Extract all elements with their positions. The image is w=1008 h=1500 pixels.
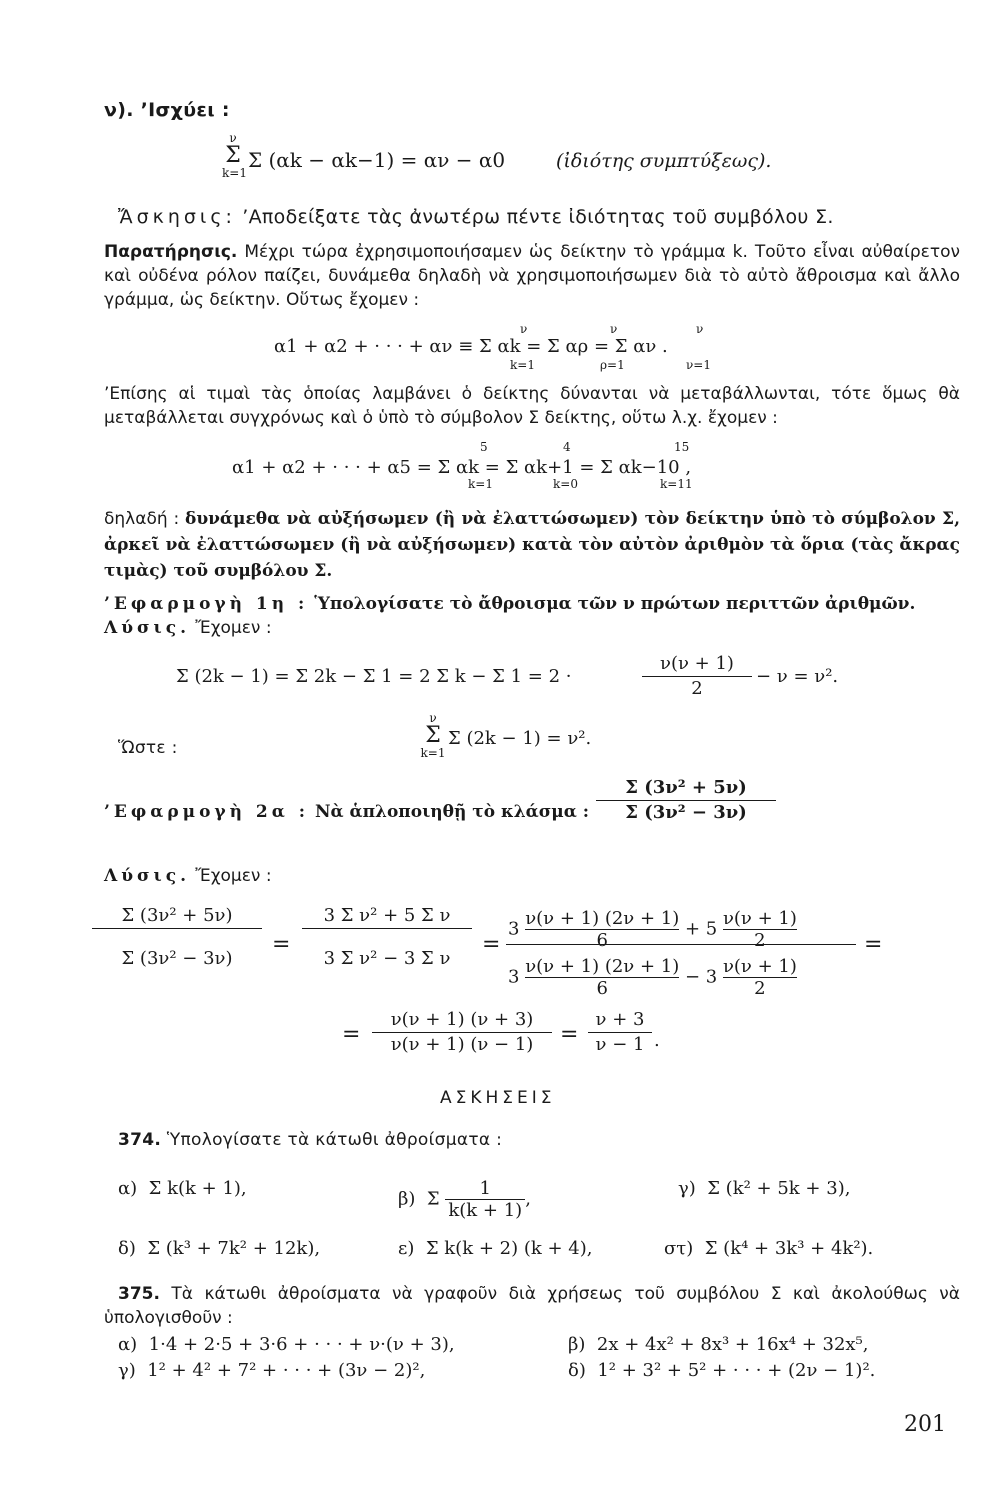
- remark-paragraph: Παρατήρησις. Μέχρι τώρα ἐχρησιμοποιήσαμεν ὡς δείκτην τὸ γράμμα k. Τοῦτο εἶναι αὐθαίρετον καὶ οὐδένα ρόλον παίζει, δυνάμεθα δηλαδὴ νὰ χρησιμοποιήσωμεν διὰ τὸ αὐτὸ ἄθροισμα καὶ ἄλλο γράμμα, ὡς δείκτην. Οὕτως ἔχομεν :: [104, 242, 960, 310]
- exercise-374-a: α) Σ k(k + 1),: [118, 1178, 247, 1199]
- telescoping-formula: Σ (αk − αk−1) = αν − α0: [248, 148, 506, 172]
- conclusion-paragraph: δηλαδή : δυνάμεθα νὰ αὐξήσωμεν (ἢ νὰ ἐλαττώσωμεν) τὸν δείκτην ὑπὸ τὸ σύμβολον Σ, ἀρκεῖ νὰ ἐλαττώσωμεν (ἢ νὰ αὐξήσωμεν) κατὰ τὸν αὐτὸν ἀριθμὸν τὰ ὅρια (τὰς ἄκρας τιμὰς) τοῦ συμβόλου Σ.: [104, 509, 960, 581]
- remark-formula: α1 + α2 + · · · + αν ≡ Σ αk = Σ αρ = Σ αν .: [274, 336, 668, 357]
- shift-lower-2: k=0: [553, 477, 578, 491]
- exercise-375: 375. Τὰ κάτωθι ἀθροίσματα νὰ γραφοῦν διὰ χρήσεως τοῦ συμβόλου Σ καὶ ἀκολούθως νὰ ὑπολογισθοῦν :: [104, 1284, 961, 1328]
- exercise-375-a: α) 1·4 + 2·5 + 3·6 + · · · + ν·(ν + 3),: [118, 1334, 455, 1355]
- step-1-fraction: $\frac{\text{Σ (3ν² + 5ν)}}{\text{Σ (3ν² − 3ν)}}$: [92, 904, 262, 971]
- step-3-denominator: 3 $\frac{\nu(\nu + 1) (2\nu + 1)}{6}$ − 3 $\frac{\nu(\nu + 1)}{2}$: [508, 956, 797, 999]
- exercise-line: Ἄσκησις: ’Αποδείξατε τὰς ἀνωτέρω πέντε ἰδιότητας τοῦ συμβόλου Σ.: [118, 206, 834, 228]
- shift-lower-1: k=1: [468, 477, 493, 491]
- result-sigma: ν Σ k=1: [420, 711, 446, 760]
- telescoping-note: (ἰδιότης συμπτύξεως).: [556, 150, 772, 172]
- equals-5: =: [560, 1022, 579, 1047]
- remark-lower-p: ρ=1: [600, 358, 625, 372]
- therefore-label: Ὥστε :: [118, 738, 178, 758]
- application-1-tail: − ν = ν².: [756, 666, 839, 687]
- application-2-fraction: $\frac{\text{Σ (3ν² + 5ν)}}{\text{Σ (3ν² − 3ν)}}$: [596, 776, 776, 825]
- application-2-heading: ’Εφαρμογὴ 2α : Νὰ ἁπλοποιηθῇ τὸ κλάσμα :: [104, 802, 589, 822]
- remark-upper-3: ν: [696, 322, 704, 336]
- index-shift-paragraph: ’Επίσης αἱ τιμαὶ τὰς ὁποίας λαμβάνει ὁ δείκτης δύνανται νὰ μεταβάλλωνται, τότε ὅμως θὰ μεταβάλλεται συγχρόνως καὶ ὁ ὑπὸ τὸ σύμβολον Σ δείκτης, οὕτω λ.χ. ἔχομεν :: [104, 384, 960, 428]
- exercise-375-b: β) 2x + 4x² + 8x³ + 16x⁴ + 32x⁵,: [568, 1334, 869, 1355]
- step-3-fraction-bar: [506, 944, 856, 945]
- exercise-374-c: γ) Σ (k² + 5k + 3),: [678, 1178, 851, 1199]
- shift-upper-2: 4: [563, 440, 571, 454]
- exercise-374: 374. Ὑπολογίσατε τὰ κάτωθι ἀθροίσματα :: [118, 1130, 503, 1150]
- exercise-374-e: ε) Σ k(k + 2) (k + 4),: [398, 1238, 593, 1259]
- exercise-375-c: γ) 1² + 4² + 7² + · · · + (3ν − 2)²,: [118, 1360, 426, 1381]
- equals-3: =: [864, 932, 883, 957]
- application-2-solution: Λύσις. Ἔχομεν :: [104, 866, 272, 886]
- equals-1: =: [272, 932, 291, 957]
- section-v-label: ν). ’Ισχύει :: [104, 99, 230, 121]
- equals-2: =: [482, 932, 501, 957]
- shift-upper-3: 15: [674, 440, 690, 454]
- final-period: .: [654, 1030, 660, 1051]
- remark-upper-2: ν: [610, 322, 618, 336]
- remark-upper-1: ν: [520, 322, 528, 336]
- application-1-result: Σ (2k − 1) = ν².: [448, 728, 592, 749]
- application-1-heading: ’Εφαρμογὴ 1η : Ὑπολογίσατε τὸ ἄθροισμα τῶν ν πρώτων περιττῶν ἀριθμῶν.: [104, 594, 916, 614]
- index-shift-formula: α1 + α2 + · · · + α5 = Σ αk = Σ αk+1 = Σ αk−10 ,: [232, 457, 692, 478]
- exercise-374-b: β) Σ $\frac{1}{k(k + 1)}$ ,: [398, 1178, 531, 1221]
- exercise-374-d: δ) Σ (k³ + 7k² + 12k),: [118, 1238, 321, 1259]
- remark-lower-k: k=1: [510, 358, 535, 372]
- step-5-fraction: $\frac{\nu + 3}{\nu - 1}$: [588, 1008, 652, 1057]
- sigma-sum: ν Σ k=1: [222, 131, 247, 180]
- step-2-fraction: $\frac{\text{3 Σ ν² + 5 Σ ν}}{\text{3 Σ ν² − 3 Σ ν}}$: [302, 904, 472, 971]
- remark-lower-v: ν=1: [686, 358, 711, 372]
- shift-lower-3: k=11: [660, 477, 693, 491]
- exercise-374-f: στ) Σ (k⁴ + 3k³ + 4k²).: [664, 1238, 874, 1259]
- application-1-solution: Λύσις. Ἔχομεν :: [104, 618, 272, 638]
- shift-upper-1: 5: [480, 440, 488, 454]
- exercises-title: ΑΣΚΗΣΕΙΣ: [440, 1088, 556, 1108]
- equals-4: =: [342, 1022, 361, 1047]
- exercise-375-d: δ) 1² + 3² + 5² + · · · + (2ν − 1)².: [568, 1360, 876, 1381]
- application-1-fraction: $\frac{\nu(\nu + 1)}{2}$: [642, 652, 752, 701]
- step-4-fraction: $\frac{\nu(\nu + 1) (\nu + 3)}{\nu(\nu + 1) (\nu - 1)}$: [372, 1008, 552, 1057]
- step-3-numerator: 3 $\frac{\nu(\nu + 1) (2\nu + 1)}{6}$ + 5 $\frac{\nu(\nu + 1)}{2}$: [508, 908, 797, 951]
- application-1-derivation: Σ (2k − 1) = Σ 2k − Σ 1 = 2 Σ k − Σ 1 = 2 ·: [176, 666, 572, 687]
- page-number: 201: [904, 1412, 946, 1437]
